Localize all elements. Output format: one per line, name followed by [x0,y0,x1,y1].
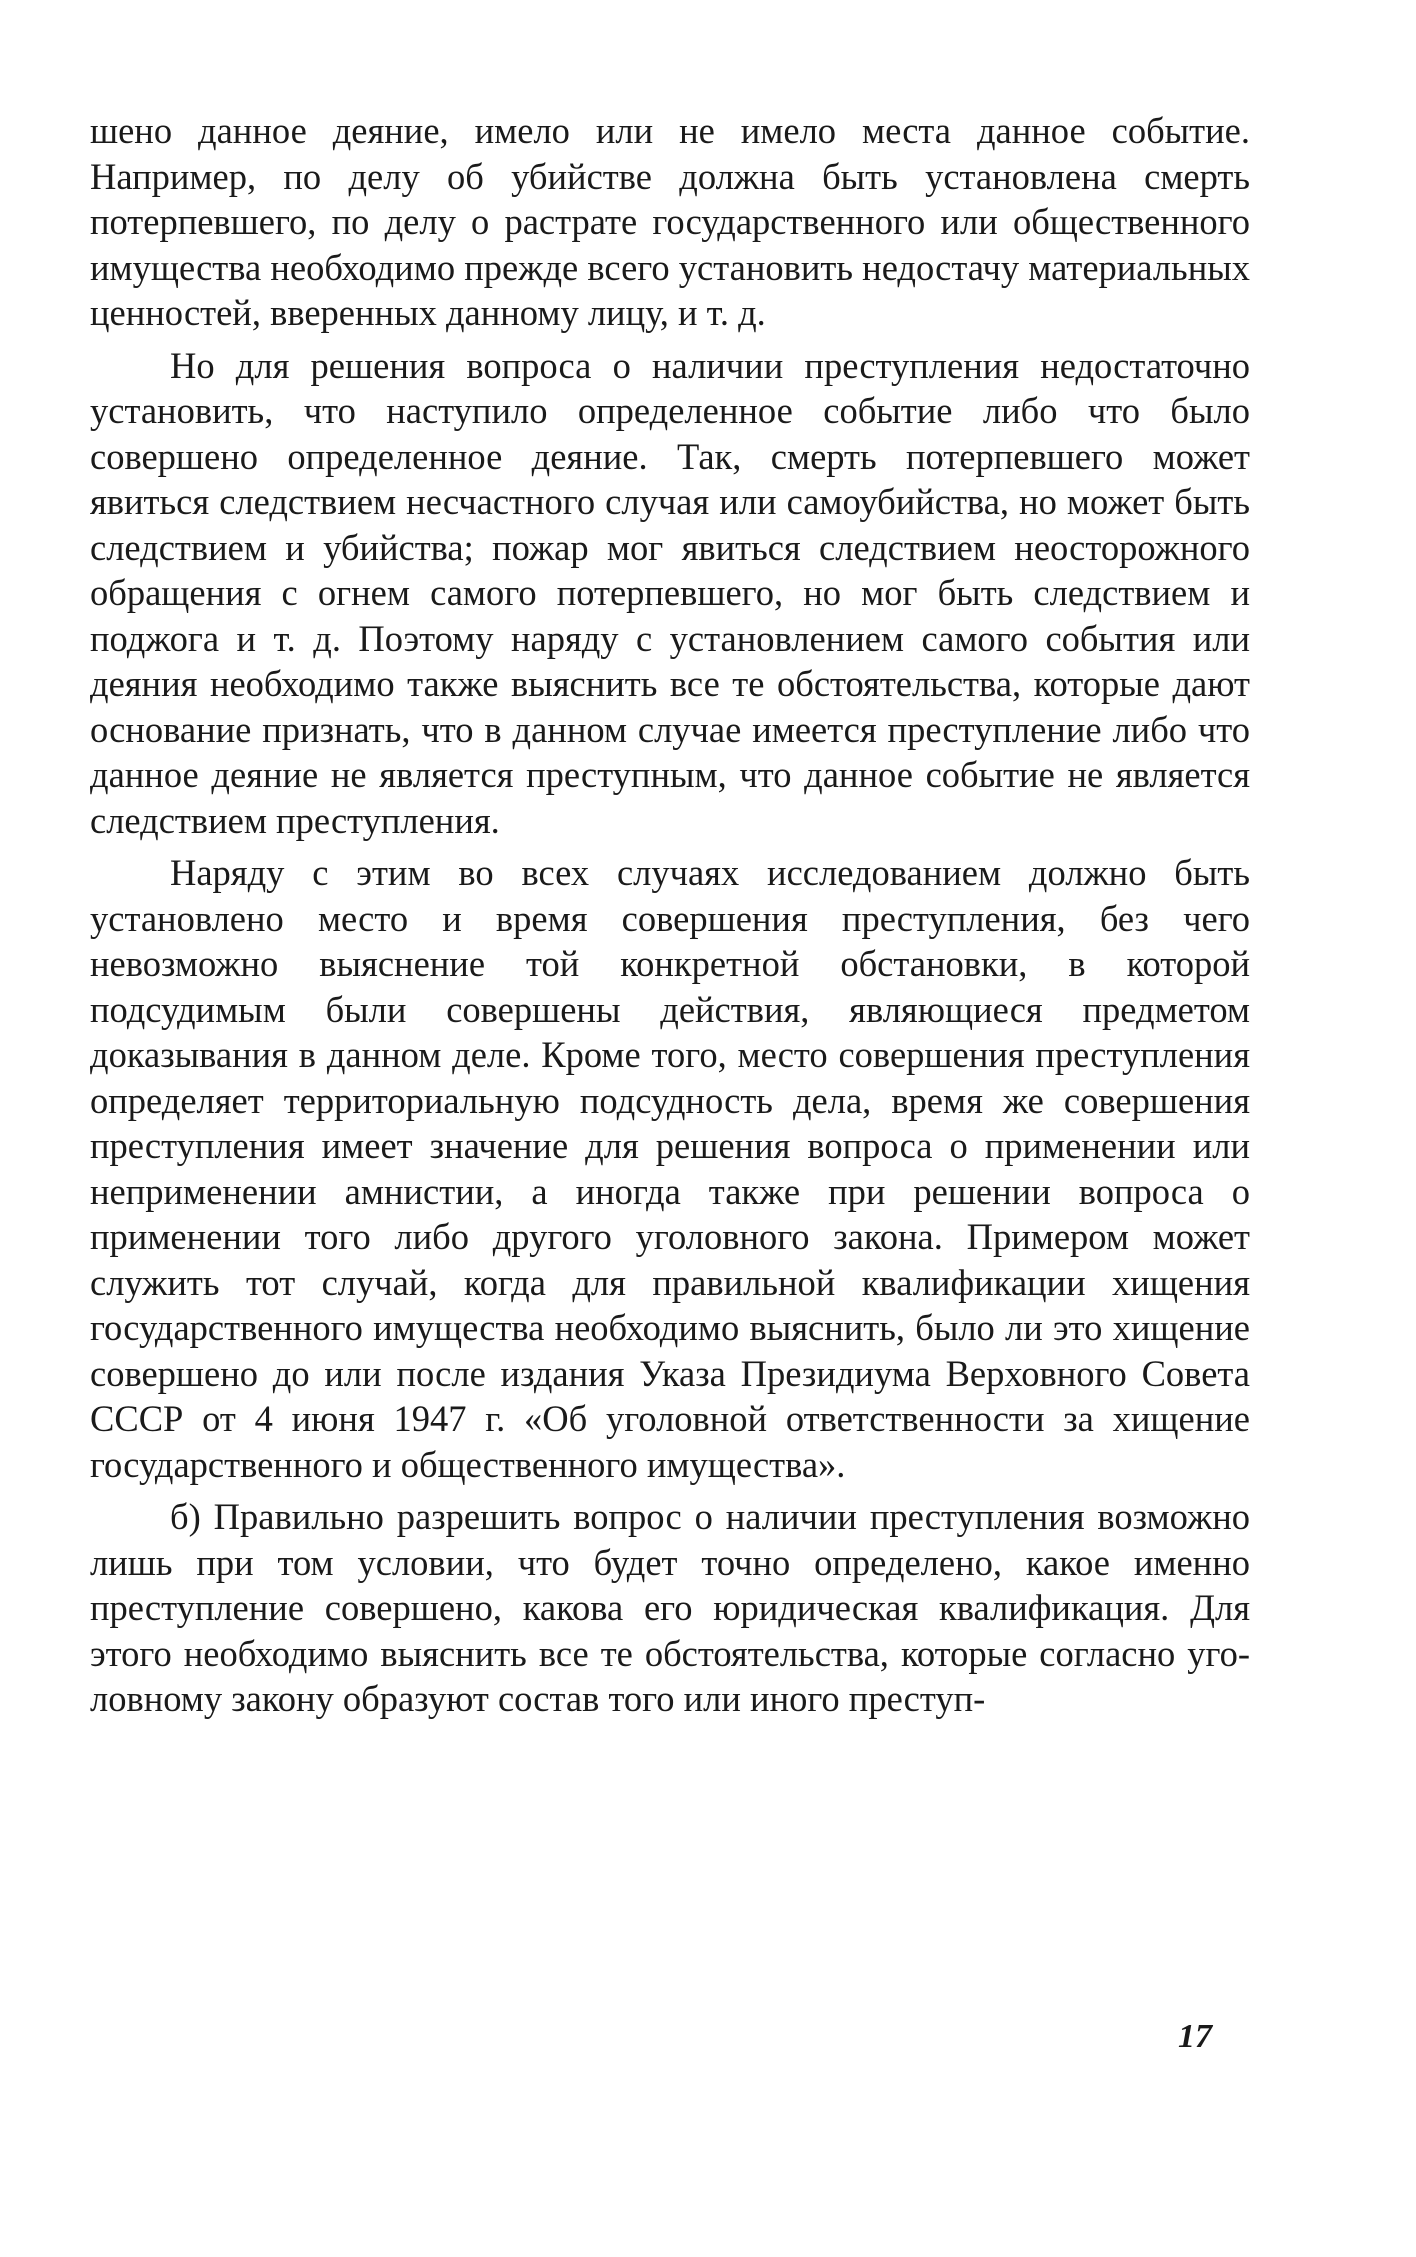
paragraph-continuation: шено данное деяние, имело или не имело места данное событие. Например, по делу об убийстве должна быть установлена смерть потерпевшего, по делу о растрате государственного или общественного имущества необходимо прежде всего установить недостачу материальных ценностей, вверенных данному лицу, и т. д. [90,110,1250,333]
paragraph-qualification: б) Правильно разрешить вопрос о наличии преступления возможно лишь при том условии, что будет точно определено, какое именно преступление совершено, какова его юридическая квалификация. Для этого необходимо выяснить все те обстоятельства, которые согласно уголовному закону образуют состав того или иного преступ- [90,1496,1250,1719]
paragraph-place-time: Наряду с этим во всех случаях исследованием должно быть установлено место и время совершения преступления, без чего невозможно выяснение той конкретной обстановки, в которой подсудимым были совершены действия, являющиеся предметом доказывания в данном деле. Кроме того, место совершения преступления определяет территориальную подсудность дела, время же совершения преступления имеет значение для решения вопроса о применении или неприменении амнистии, а иногда также при решении вопроса о применении того либо другого уголовного закона. Примером может служить тот случай, когда для правильной квалификации хищения государственного имущества необходимо выяснить, было ли это хищение совершено до или после издания Указа Президиума Верховного Совета СССР от 4 июня 1947 г. «Об уголовной ответственности за хищение государственного и общественного имущества». [90,852,1250,1485]
paragraph-crime-event: Но для решения вопроса о наличии преступления недостаточно установить, что наступило определенное событие либо что было совершено определенное деяние. Так, смерть потерпевшего может явиться следствием несчастного случая или самоубийства, но может быть следствием и убийства; пожар мог явиться следствием неосторожного обращения с огнем самого потерпевшего, но мог быть следствием и поджога и т. д. Поэтому наряду с установлением самого события или деяния необходимо также выяснить все те обстоятельства, которые дают основание признать, что в данном случае имеется преступление либо что данное деяние не является преступным, что данное событие не является следствием преступления. [90,344,1250,841]
page-number: 17 [1178,2018,1212,2055]
page-body [90,108,1250,1729]
